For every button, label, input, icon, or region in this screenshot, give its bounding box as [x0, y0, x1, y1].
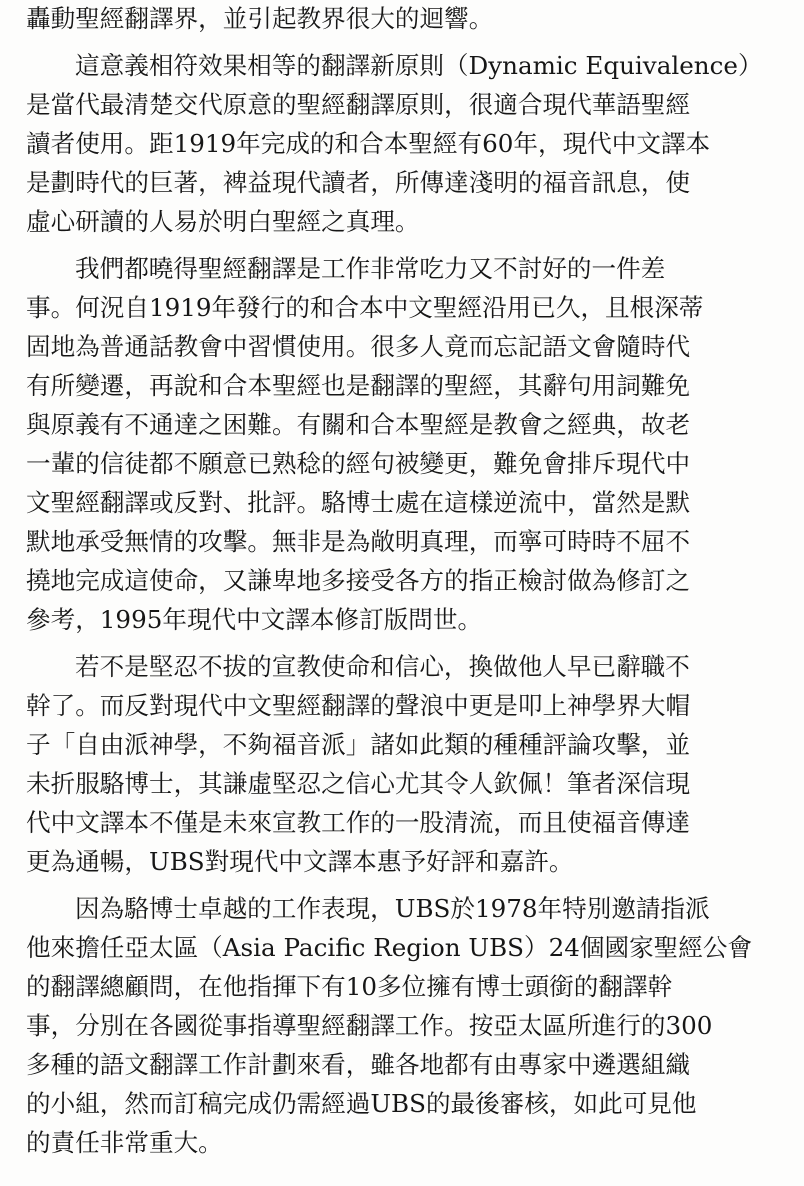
text-line: 有所變遷，再說和合本聖經也是翻譯的聖經，其辭句用詞難免: [26, 371, 691, 400]
text-line: 我們都曉得聖經翻譯是工作非常吃力又不討好的一件差: [75, 254, 666, 283]
text-line: 幹了。而反對現代中文聖經翻譯的聲浪中更是叩上神學界大帽: [26, 691, 691, 720]
text-line: 這意義相符效果相等的翻譯新原則（Dynamic Equivalence）: [75, 51, 763, 80]
text-line: 固地為普通話教會中習慣使用。很多人竟而忘記語文會隨時代: [26, 332, 691, 361]
text-line: 一輩的信徒都不願意已熟稔的經句被變更，難免會排斥現代中: [26, 449, 691, 478]
text-line: 若不是堅忍不拔的宣教使命和信心，換做他人早已辭職不: [75, 652, 690, 681]
text-line: 事。何況自1919年發行的和合本中文聖經沿用已久，且根深蒂: [26, 293, 704, 322]
text-line: 更為通暢，UBS對現代中文譯本惠予好評和嘉許。: [26, 847, 574, 876]
text-line: 是當代最清楚交代原意的聖經翻譯原則，很適合現代華語聖經: [26, 90, 691, 119]
text-line: 文聖經翻譯或反對、批評。駱博士處在這樣逆流中，當然是默: [26, 488, 691, 517]
text-line: 未折服駱博士，其謙虛堅忍之信心尤其令人欽佩！筆者深信現: [26, 769, 691, 798]
text-line: 轟動聖經翻譯界，並引起教界很大的迴響。: [26, 4, 494, 33]
text-line: 子「自由派神學，不夠福音派」諸如此類的種種評論攻擊，並: [26, 730, 691, 759]
text-line: 的翻譯總顧問，在他指揮下有10多位擁有博士頭銜的翻譯幹: [26, 972, 673, 1001]
text-line: 與原義有不通達之困難。有關和合本聖經是教會之經典，故老: [26, 410, 691, 439]
text-line: 多種的語文翻譯工作計劃來看，雖各地都有由專家中遴選組織: [26, 1050, 691, 1079]
text-line: 是劃時代的巨著，裨益現代讀者，所傳達淺明的福音訊息，使: [26, 168, 691, 197]
text-line: 撓地完成這使命，又謙卑地多接受各方的指正檢討做為修訂之: [26, 566, 691, 595]
text-line: 默地承受無情的攻擊。無非是為敞明真理，而寧可時時不屈不: [26, 527, 691, 556]
text-line: 虛心研讀的人易於明白聖經之真理。: [26, 207, 420, 236]
text-line: 因為駱博士卓越的工作表現，UBS於1978年特別邀請指派: [75, 894, 710, 923]
text-line: 他來擔任亞太區（Asia Pacific Region UBS）24個國家聖經公會: [26, 933, 753, 962]
text-line: 的小組，然而訂稿完成仍需經過UBS的最後審核，如此可見他: [26, 1089, 697, 1118]
text-line: 讀者使用。距1919年完成的和合本聖經有60年，現代中文譯本: [26, 129, 711, 158]
text-line: 代中文譯本不僅是未來宣教工作的一股清流，而且使福音傳達: [26, 808, 691, 837]
text-line: 事，分別在各國從事指導聖經翻譯工作。按亞太區所進行的300: [26, 1011, 713, 1040]
text-line: 參考，1995年現代中文譯本修訂版問世。: [26, 605, 483, 634]
text-line: 的責任非常重大。: [26, 1128, 223, 1157]
